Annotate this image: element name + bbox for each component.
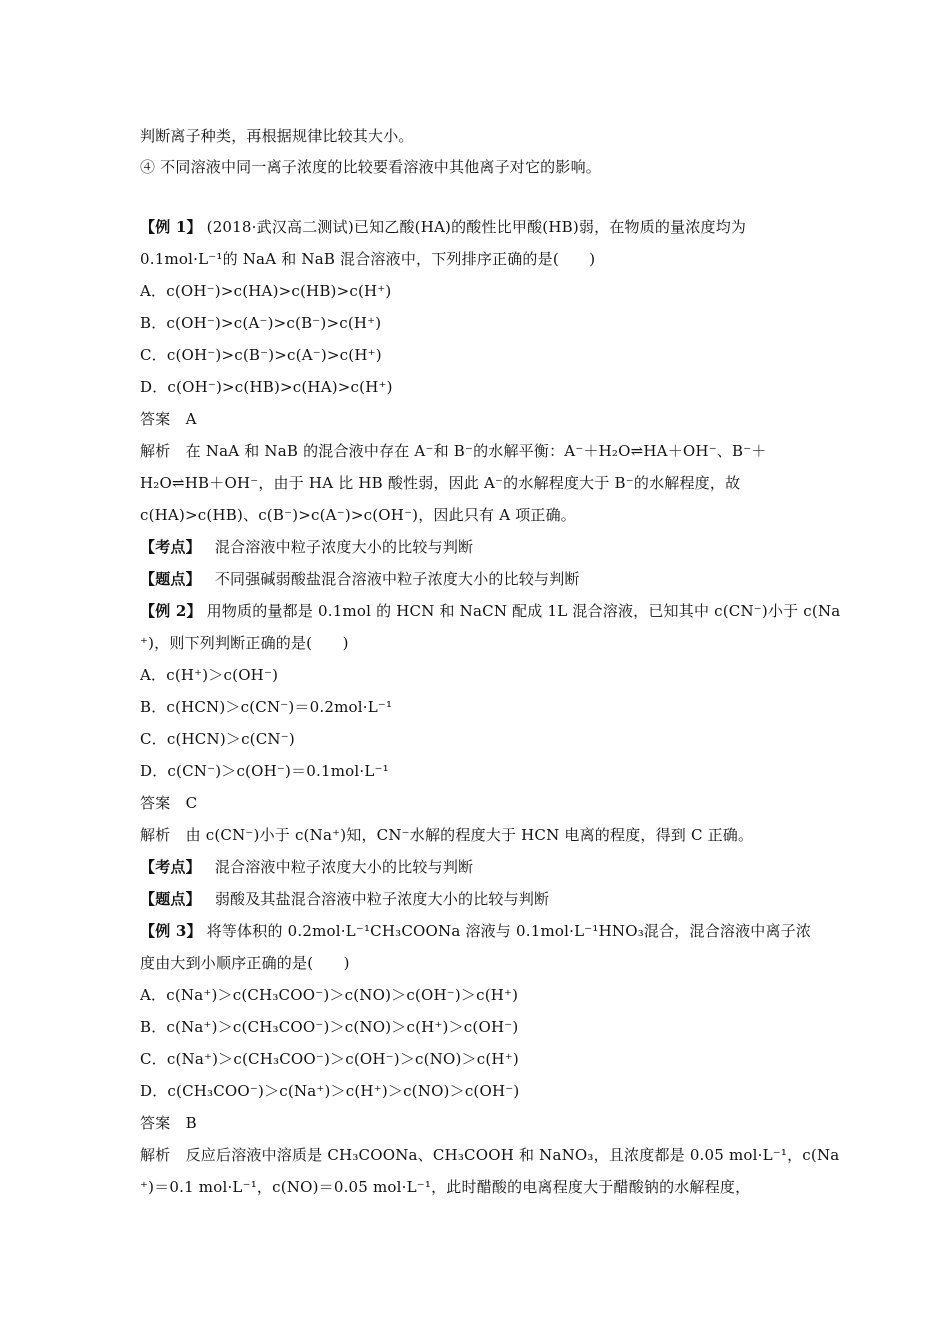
example1-option-b: B．c(OH⁻)>c(A⁻)>c(B⁻)>c(H⁺) bbox=[140, 314, 382, 332]
example3-stem-text-1: 将等体积的 0.2mol·L⁻¹CH₃COONa 溶液与 0.1mol·L⁻¹HNO₃混合，混合溶液中离子浓 bbox=[201, 922, 812, 940]
example1-stem-text-1: (2018·武汉高二测试)已知乙酸(HA)的酸性比甲酸(HB)弱，在物质的量浓度均为 bbox=[201, 218, 747, 236]
example1-tidian-text: 不同强碱弱酸盐混合溶液中粒子浓度大小的比较与判断 bbox=[214, 570, 580, 588]
example1-tidian bbox=[140, 569, 820, 589]
example2-stem-line-2: ⁺)，则下列判断正确的是( ) bbox=[140, 634, 349, 652]
example2-tidian-tag: 【题点】 bbox=[140, 890, 201, 908]
example2-analysis-line-1: 解析 由 c(CN⁻)小于 c(Na⁺)知，CN⁻水解的程度大于 HCN 电离的程度，得到 C 正确。 bbox=[140, 826, 754, 844]
example3-answer: 答案 B bbox=[140, 1114, 197, 1132]
example2-answer: 答案 C bbox=[140, 794, 198, 812]
example2-option-c: C．c(HCN)＞c(CN⁻) bbox=[140, 730, 295, 748]
example1-option-c: C．c(OH⁻)>c(B⁻)>c(A⁻)>c(H⁺) bbox=[140, 346, 382, 364]
example1-analysis-line-1: 解析 在 NaA 和 NaB 的混合液中存在 A⁻和 B⁻的水解平衡：A⁻＋H₂O⇌HA＋OH⁻、B⁻＋ bbox=[140, 442, 767, 460]
example1-kaodian bbox=[140, 537, 820, 557]
example1-option-a: A．c(OH⁻)>c(HA)>c(HB)>c(H⁺) bbox=[140, 282, 392, 300]
example1-answer: 答案 A bbox=[140, 410, 197, 428]
example3-option-a: A．c(Na⁺)＞c(CH₃COO⁻)＞c(NO)＞c(OH⁻)＞c(H⁺) bbox=[140, 986, 519, 1004]
example2-option-d: D．c(CN⁻)＞c(OH⁻)＝0.1mol·L⁻¹ bbox=[140, 762, 389, 780]
example1-tag: 【例 1】 bbox=[140, 218, 202, 236]
example2-kaodian-tag: 【考点】 bbox=[140, 858, 201, 876]
example3-option-c: C．c(Na⁺)＞c(CH₃COO⁻)＞c(OH⁻)＞c(NO)＞c(H⁺) bbox=[140, 1050, 519, 1068]
example2-tidian-text: 弱酸及其盐混合溶液中粒子浓度大小的比较与判断 bbox=[214, 890, 550, 908]
example3-analysis-line-1: 解析 反应后溶液中溶质是 CH₃COONa、CH₃COOH 和 NaNO₃，且浓度都是 0.05 mol·L⁻¹，c(Na bbox=[140, 1146, 840, 1164]
example3-tag: 【例 3】 bbox=[140, 922, 202, 940]
example2-kaodian-text: 混合溶液中粒子浓度大小的比较与判断 bbox=[214, 858, 474, 876]
example1-option-d: D．c(OH⁻)>c(HB)>c(HA)>c(H⁺) bbox=[140, 378, 393, 396]
example2-tidian bbox=[140, 889, 820, 909]
intro-line-2: ④ 不同溶液中同一离子浓度的比较要看溶液中其他离子对它的影响。 bbox=[140, 158, 601, 176]
example2-kaodian bbox=[140, 857, 820, 877]
example2-stem-line-1 bbox=[140, 601, 841, 621]
example3-stem-line-2: 度由大到小顺序正确的是( ) bbox=[140, 954, 350, 972]
example1-analysis-line-2: H₂O⇌HB＋OH⁻，由于 HA 比 HB 酸性弱，因此 A⁻的水解程度大于 B⁻的水解程度，故 bbox=[140, 474, 741, 492]
example3-analysis-line-2: ⁺)＝0.1 mol·L⁻¹，c(NO)＝0.05 mol·L⁻¹，此时醋酸的电离程度大于醋酸钠的水解程度， bbox=[140, 1178, 751, 1196]
example1-tidian-tag: 【题点】 bbox=[140, 570, 201, 588]
example2-tag: 【例 2】 bbox=[140, 602, 202, 620]
example1-kaodian-text: 混合溶液中粒子浓度大小的比较与判断 bbox=[214, 538, 474, 556]
example1-stem-line-2: 0.1mol·L⁻¹的 NaA 和 NaB 混合溶液中，下列排序正确的是( ) bbox=[140, 250, 596, 268]
example1-stem-line-1 bbox=[140, 217, 820, 237]
example2-stem-text-1: 用物质的量都是 0.1mol 的 HCN 和 NaCN 配成 1L 混合溶液，已知其中 c(CN⁻)小于 c(Na bbox=[201, 602, 841, 620]
intro-line-1: 判断离子种类，再根据规律比较其大小。 bbox=[140, 127, 414, 145]
example1-analysis-line-3: c(HA)>c(HB)、c(B⁻)>c(A⁻)>c(OH⁻)，因此只有 A 项正确。 bbox=[140, 506, 577, 524]
example2-option-a: A．c(H⁺)＞c(OH⁻) bbox=[140, 666, 279, 684]
example3-stem-line-1 bbox=[140, 921, 820, 941]
example1-kaodian-tag: 【考点】 bbox=[140, 538, 201, 556]
example3-option-b: B．c(Na⁺)＞c(CH₃COO⁻)＞c(NO)＞c(H⁺)＞c(OH⁻) bbox=[140, 1018, 519, 1036]
example2-option-b: B．c(HCN)＞c(CN⁻)＝0.2mol·L⁻¹ bbox=[140, 698, 393, 716]
example3-option-d: D．c(CH₃COO⁻)＞c(Na⁺)＞c(H⁺)＞c(NO)＞c(OH⁻) bbox=[140, 1082, 520, 1100]
